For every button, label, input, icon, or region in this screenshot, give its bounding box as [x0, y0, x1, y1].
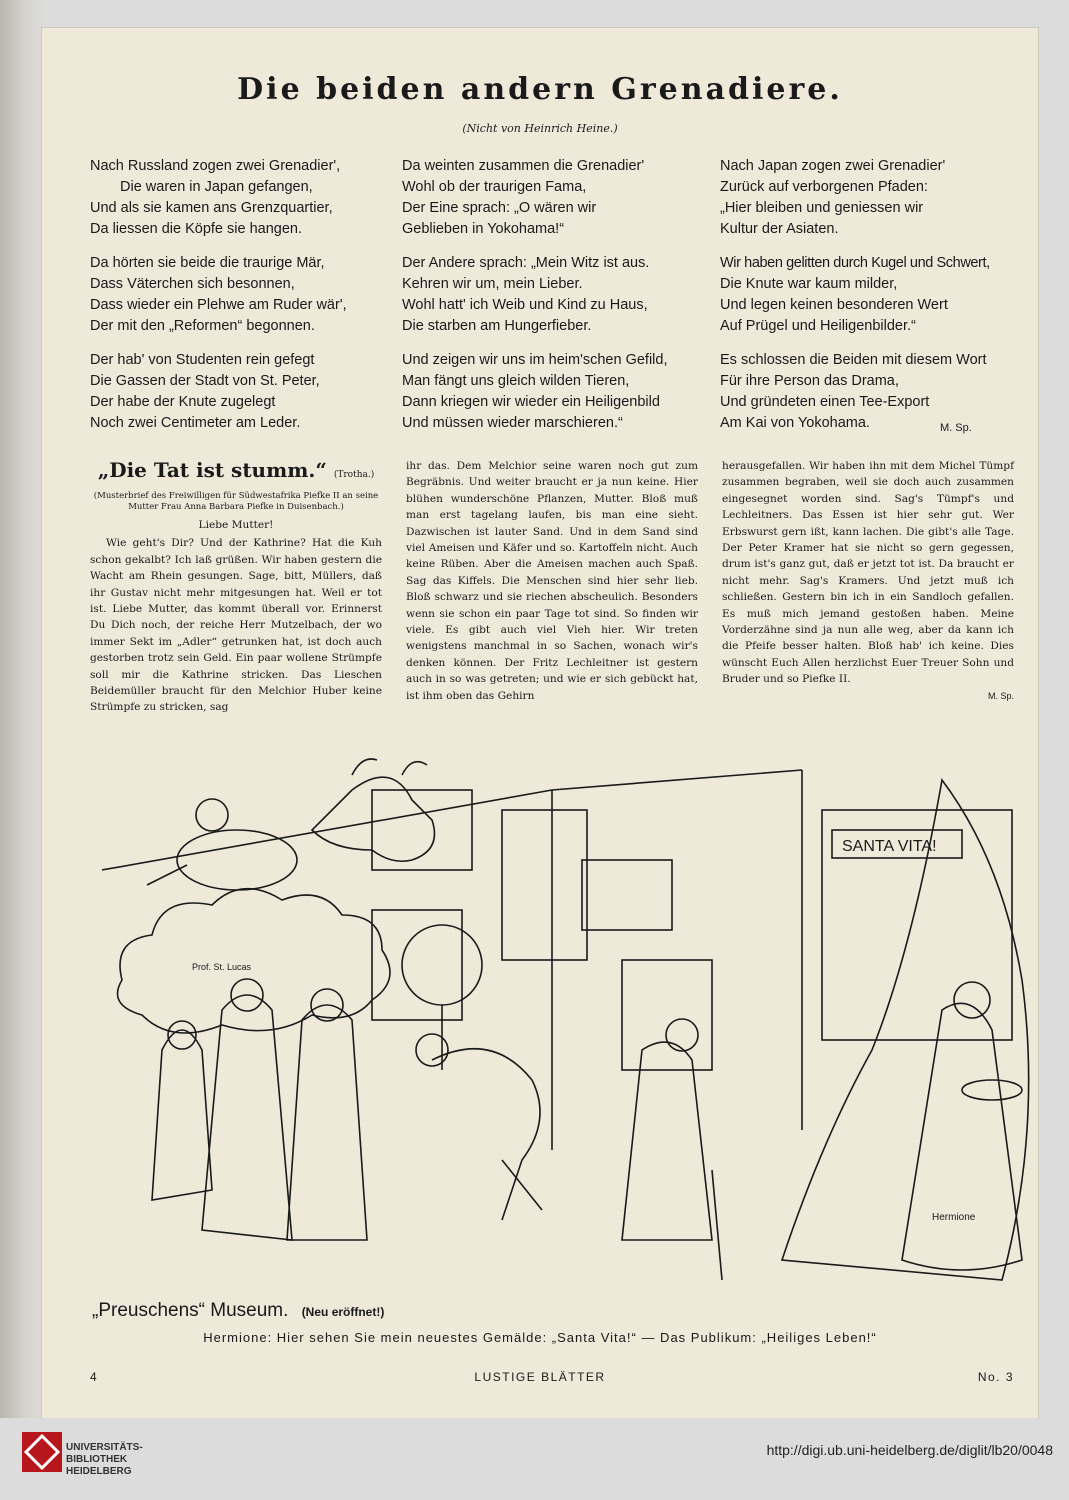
poem-line: Dann kriegen wir wieder ein Heiligenbild	[402, 394, 660, 410]
poem-signature: M. Sp.	[940, 422, 972, 434]
book-binding-shadow	[0, 0, 44, 1500]
poem-stanza	[402, 253, 702, 337]
poem-stanza	[90, 253, 390, 337]
figure-head	[196, 799, 228, 831]
poem-line: Und müssen wieder marschieren.“	[402, 415, 623, 431]
university-library-logo-icon	[20, 1430, 64, 1474]
letter-salutation: Liebe Mutter!	[198, 519, 274, 531]
poem-line: Noch zwei Centimeter am Leder.	[90, 415, 301, 431]
caption-dialogue: Hermione: Hier sehen Sie mein neuestes Gemälde: „Santa Vita!“ — Das Publikum: „Heiliges Leben!“	[203, 1330, 877, 1345]
cartoon-illustration	[102, 750, 1048, 1300]
poem-line: Am Kai von Yokohama.	[720, 415, 870, 431]
letter-column-3	[722, 458, 1014, 704]
bending-man	[432, 1049, 542, 1220]
letter-subtitle: (Musterbrief des Freiwilligen für Südwestafrika Piefke II an seine Mutter Frau Anna Barbara Piefke in Duisenbach.)	[93, 491, 379, 512]
poem-line: Der habe der Knute zugelegt	[90, 394, 276, 410]
poem-line: Die Gassen der Stadt von St. Peter,	[90, 373, 320, 389]
poem-line: Nach Japan zogen zwei Grenadier'	[720, 158, 946, 174]
library-name-line: UNIVERSITÄTS-	[66, 1442, 143, 1453]
poem-line: Nach Russland zogen zwei Grenadier',	[90, 158, 341, 174]
poem-line: Dass wieder ein Plehwe am Ruder wär',	[90, 297, 347, 313]
poem-line: Die Knute war kaum milder,	[720, 276, 898, 292]
poem-line: Der mit den „Reformen“ begonnen.	[90, 318, 315, 334]
poem-line: Dass Väterchen sich besonnen,	[90, 276, 295, 292]
poem-stanza	[720, 156, 1020, 240]
poem-line: Und als sie kamen ans Grenzquartier,	[90, 200, 333, 216]
poem-line: Auf Prügel und Heiligenbilder.“	[720, 318, 916, 334]
poem-line: Wohl hatt' ich Weib und Kind zu Haus,	[402, 297, 648, 313]
poem-line: Wohl ob der traurigen Fama,	[402, 179, 587, 195]
letter-title-note: (Trotha.)	[333, 470, 375, 480]
poem-line: „Hier bleiben und geniessen wir	[720, 200, 924, 216]
santa-vita-sign: SANTA VITA!	[842, 838, 937, 855]
poem-stanza	[90, 156, 390, 240]
painting-frame	[622, 960, 712, 1070]
magazine-name: LUSTIGE BLÄTTER	[474, 1370, 606, 1384]
cloud	[118, 889, 391, 1033]
poem-stanza	[720, 253, 1020, 337]
library-name-line: HEIDELBERG	[66, 1466, 132, 1477]
painter-head	[954, 982, 990, 1018]
poem-line: Der Andere sprach: „Mein Witz ist aus.	[402, 255, 650, 271]
artist-signature: Prof. St. Lucas	[192, 962, 252, 972]
poem-stanza	[402, 156, 702, 240]
poem-line: Da weinten zusammen die Grenadier'	[402, 158, 645, 174]
poem-line: Geblieben in Yokohama!“	[402, 221, 565, 237]
letter-column-2	[406, 458, 698, 704]
poem-stanza	[720, 350, 1020, 434]
letter-title-text: „Die Tat ist stumm.“	[97, 458, 327, 482]
issue-number: No. 3	[977, 1370, 1014, 1384]
poem-line: Da liessen die Köpfe sie hangen.	[90, 221, 303, 237]
poem-line: Da hörten sie beide die traurige Mär,	[90, 255, 325, 271]
page-subtitle: (Nicht von Heinrich Heine.)	[462, 122, 618, 135]
letter-signature: M. Sp.	[987, 690, 1014, 701]
letter-body-part-2: ihr das. Dem Melchior seine waren noch gut zum Begräbnis. Und weiter braucht er ja nun keine. Hier blühen wunderschöne Pflanzen, Mutter. Bloß muß man erst tagelang laufen, bis man eine sieht. Dazwischen ist lauter Sand. Und in dem Sand sind viel Ameisen und Käfer und so. Kartoffeln nicht. Auch keine Rüben. Aber die Ameisen machen auch Spaß. Sag das Kiffels. Die Menschen sind hier sehr lieb. Bloß schwarz und sie riechen abscheulich. Besonders wenn sie schon ein paar Tage tot sind. So finden wir viele. Es gibt auch viel Vieh hier. Wir treten wenigstens manchmal in so Sachen, wonach wir's denken können. Der Fritz Lechleitner ist gestern auch in so was getreten; und wie er sich gebückt hat, ist ihm oben das Gehirn	[406, 460, 698, 702]
painter-woman	[902, 1003, 1022, 1270]
poem-line: Die waren in Japan gefangen,	[120, 179, 313, 195]
bending-man-head	[416, 1034, 448, 1066]
poem-line: Und legen keinen besonderen Wert	[720, 297, 948, 313]
painting-frame	[372, 910, 462, 1020]
poem-line: Man fängt uns gleich wilden Tieren,	[402, 373, 630, 389]
crowd-figure	[202, 995, 292, 1240]
poem-stanza	[90, 350, 390, 434]
caption-title: „Preuschens“ Museum.	[92, 1300, 289, 1321]
letter-title	[90, 458, 382, 487]
source-url-link[interactable]: http://digi.ub.uni-heidelberg.de/diglit/lb20/0048	[766, 1442, 1053, 1458]
library-name-line: BIBLIOTHEK	[66, 1454, 128, 1465]
letter-column-1	[90, 458, 382, 716]
poem-line: Kehren wir um, mein Lieber.	[402, 276, 583, 292]
painter-label: Hermione	[932, 1212, 976, 1223]
poem-column-1	[90, 156, 390, 447]
poem-line: Und zeigen wir uns im heim'schen Gefild,	[402, 352, 668, 368]
poem-line: Zurück auf verborgenen Pfaden:	[720, 179, 928, 195]
page-number: 4	[90, 1370, 99, 1384]
painting-frame	[502, 810, 587, 960]
library-name	[66, 1442, 143, 1478]
poem-line: Die starben am Hungerfieber.	[402, 318, 592, 334]
poem-column-2	[402, 156, 702, 447]
palette	[962, 1080, 1022, 1100]
poem-line: Der hab' von Studenten rein gefegt	[90, 352, 315, 368]
figure-arm	[147, 865, 187, 885]
poem-line: Es schlossen die Beiden mit diesem Wort	[720, 352, 987, 368]
poem-line: Für ihre Person das Drama,	[720, 373, 899, 389]
cane	[712, 1170, 722, 1280]
poem-line: Der Eine sprach: „O wären wir	[402, 200, 597, 216]
poem-column-3	[720, 156, 1020, 447]
caption-title-note: (Neu eröffnet!)	[301, 1305, 385, 1319]
painting-frame	[582, 860, 672, 930]
poem-line: Kultur der Asiaten.	[720, 221, 839, 237]
library-footer-bar	[0, 1418, 1069, 1500]
cow-horns	[352, 759, 427, 775]
crowd-figure	[287, 1005, 367, 1240]
poem-line: Wir haben gelitten durch Kugel und Schwert,	[720, 255, 990, 271]
letter-body-part-3: herausgefallen. Wir haben ihn mit dem Michel Tümpf zusammen begraben, weil sie doch auch zusammen eingesegnet worden sind. Sag's Tümpf's und Lechleitners. Das Essen ist hier sehr gut. Wer Erbswurst gern ißt, kann lachen. Die gibt's alle Tage. Der Peter Kramer hat sie nicht so gern gegessen, drum ist's ganz gut, daß er jetzt tot ist. Da braucht er nicht mehr. Sag's Kramers. Und jetzt muß ich schließen. Gestern bin ich in ein Sandloch gefallen. Es muß mich jemand gestoßen haben. Meine Vorderzähne sind ja nun alle weg, aber da kann ich die Pfeife besser halten. Bloß hab' ich keine. Dies wünscht Euch Allen herzlichst Euer Treuer Sohn und Bruder und so Piefke II.	[722, 460, 1014, 686]
poem-stanza	[402, 350, 702, 434]
topiary-tree	[402, 925, 482, 1005]
magazine-page	[42, 28, 1038, 1418]
caption-title-block	[92, 1300, 384, 1322]
letter-body-part-1: Wie geht's Dir? Und der Kathrine? Hat die Kuh schon gekalbt? Ich laß grüßen. Wir haben gestern die Wacht am Rhein gesungen. Sage, bitt, Müllers, daß ihr Gustav nicht mehr mitgesungen hat. Weil er tot ist. Liebe Mutter, das kommt überall vor. Erinnerst Du Dich noch, der reiche Herr Mutzelbach, der wo immer Sekt im „Adler“ getrunken hat, ist doch auch gestorben trotz sein Geld. Ein paar wollene Strümpfe soll mir die Kathrine stricken. Das Lieschen Beidemüller braucht für den Melchior Huber keine Strümpfe zu stricken, sag	[90, 537, 382, 714]
page-title: Die beiden andern Grenadiere.	[237, 72, 843, 107]
old-man-head	[666, 1019, 698, 1051]
crowd-figure	[152, 1030, 212, 1200]
poem-line: Und gründeten einen Tee-Export	[720, 394, 930, 410]
old-man	[622, 1042, 712, 1240]
